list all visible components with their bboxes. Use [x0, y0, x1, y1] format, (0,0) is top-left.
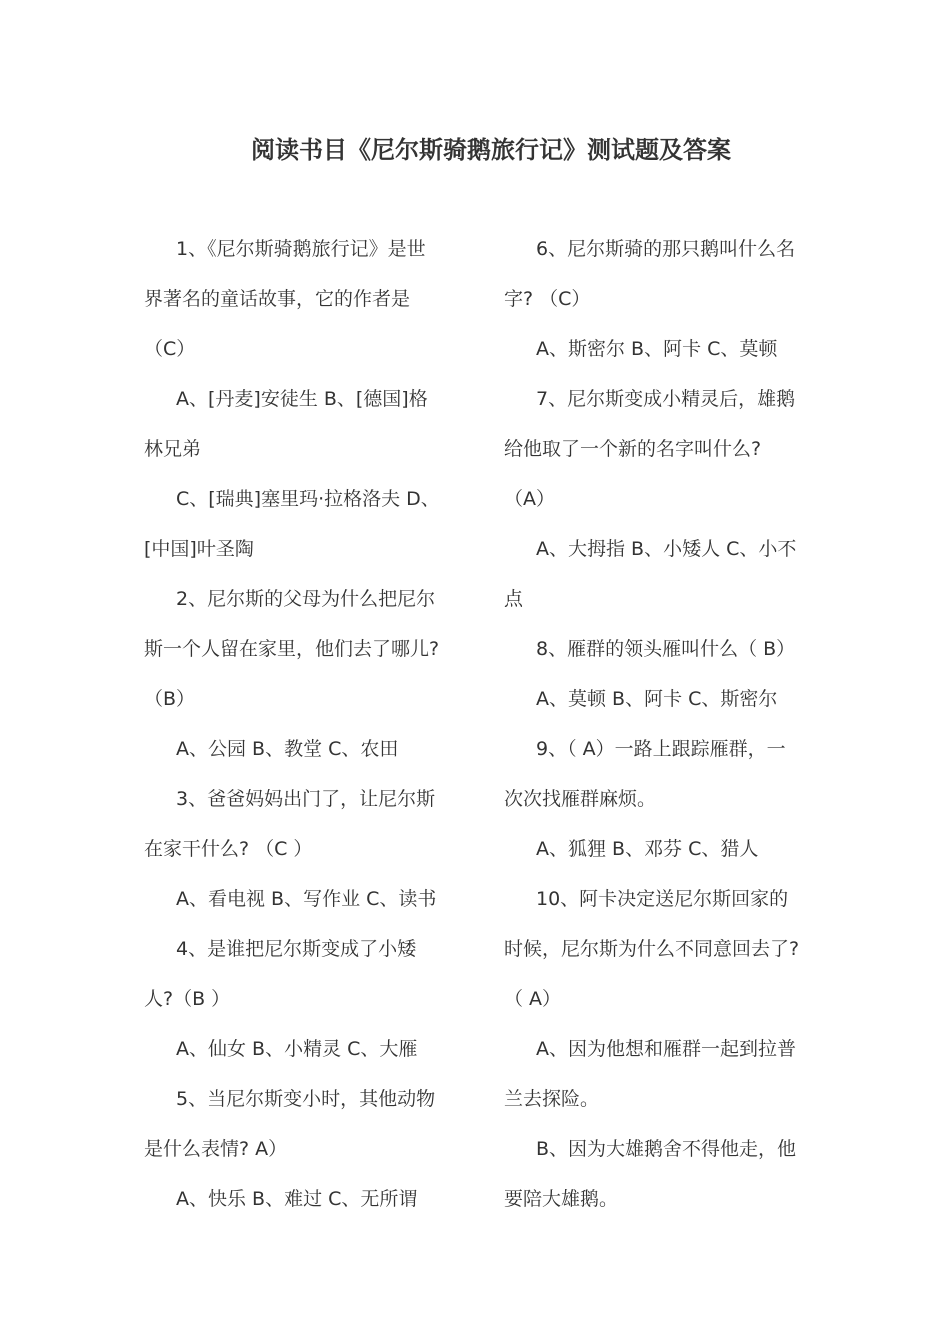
left-column — [144, 224, 444, 1224]
question-text: 2、尼尔斯的父母为什么把尼尔斯一个人留在家里，他们去了哪儿?（B） — [144, 588, 440, 710]
question-text: 1、《尼尔斯骑鹅旅行记》是世界著名的童话故事，它的作者是（C） — [144, 238, 426, 360]
question-text: 8、雁群的领头雁叫什么（ B） — [536, 638, 796, 660]
question-text: 9、（ A）一路上跟踪雁群，一次次找雁群麻烦。 — [504, 738, 786, 810]
answer-options: A、看电视 B、写作业 C、读书 — [176, 888, 437, 910]
question-text: 7、尼尔斯变成小精灵后，雄鹅给他取了一个新的名字叫什么? （A） — [504, 388, 796, 510]
answer-options: A、公园 B、教堂 C、农田 — [176, 738, 399, 760]
answer-options: A、莫顿 B、阿卡 C、斯密尔 — [536, 688, 778, 710]
question-text: 3、爸爸妈妈出门了，让尼尔斯在家干什么? （C ） — [144, 788, 436, 860]
answer-options: A、大拇指 B、小矮人 C、小不点 — [504, 538, 797, 610]
answer-options: A、狐狸 B、邓芬 C、猎人 — [536, 838, 759, 860]
answer-options: A、快乐 B、难过 C、无所谓 — [176, 1188, 418, 1210]
question-text: 10、阿卡决定送尼尔斯回家的时候，尼尔斯为什么不同意回去了?（ A） — [504, 888, 800, 1010]
question-text: 4、是谁把尼尔斯变成了小矮人?（B ） — [144, 938, 417, 1010]
answer-options: A、[丹麦]安徒生 B、[德国]格林兄弟 — [144, 388, 428, 460]
answer-options: B、因为大雄鹅舍不得他走，他要陪大雄鹅。 — [504, 1138, 797, 1210]
page-title: 阅读书目《尼尔斯骑鹅旅行记》测试题及答案 — [251, 136, 731, 164]
right-column — [504, 224, 804, 1224]
question-text: 6、尼尔斯骑的那只鹅叫什么名字? （C） — [504, 238, 796, 310]
question-text: 5、当尼尔斯变小时，其他动物是什么表情? A） — [144, 1088, 436, 1160]
answer-options: A、因为他想和雁群一起到拉普兰去探险。 — [504, 1038, 796, 1110]
answer-options: A、仙女 B、小精灵 C、大雁 — [176, 1038, 418, 1060]
answer-options: A、斯密尔 B、阿卡 C、莫顿 — [536, 338, 778, 360]
answer-options: C、[瑞典]塞里玛·拉格洛夫 D、[中国]叶圣陶 — [144, 488, 440, 560]
